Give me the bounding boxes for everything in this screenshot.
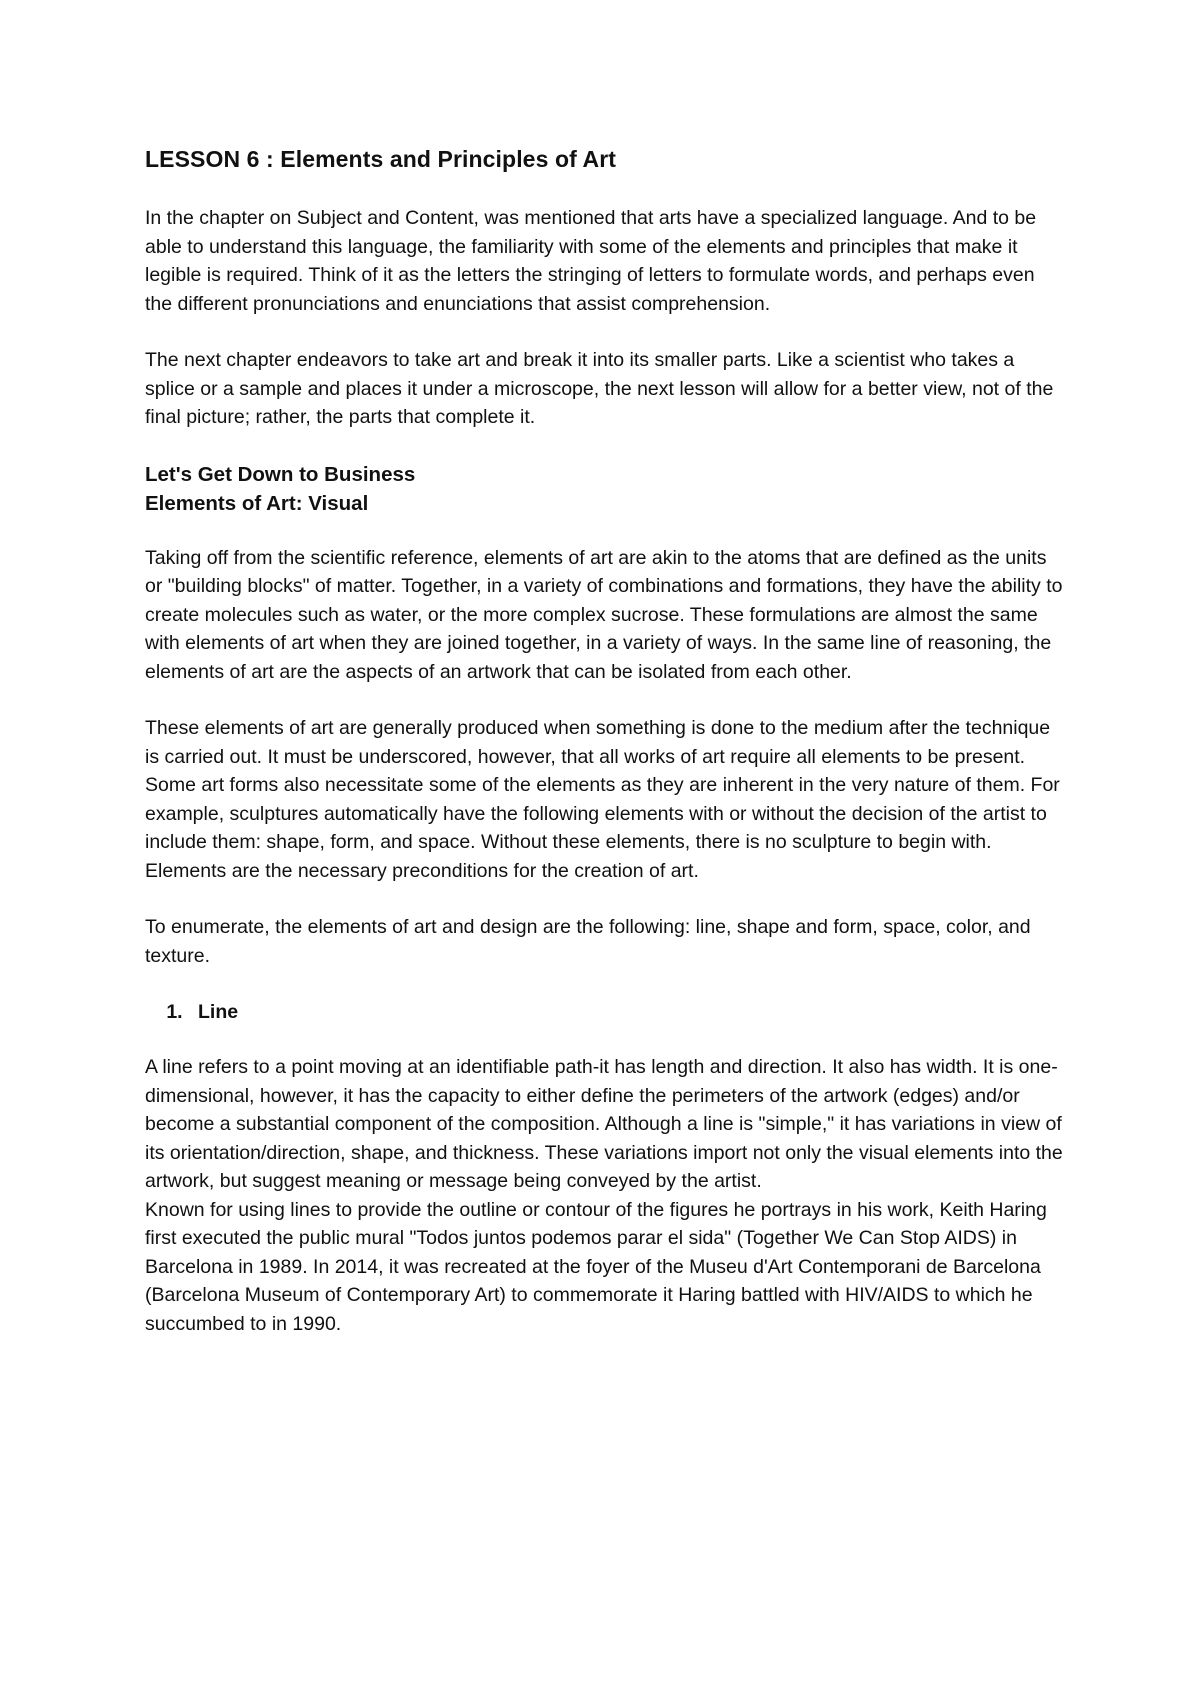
body-paragraph-enumerate: To enumerate, the elements of art and design are the following: line, shape and form, space, color, and texture. [145,916,1031,967]
section-heading-business: Let's Get Down to Business [145,462,416,486]
body-paragraph-medium: These elements of art are generally produced when something is done to the medium after the technique is carried out. It must be underscored, however, that all works of art require all elements to be present. Some art forms also necessitate some of the elements as they are inherent in the very nature of them. For example, sculptures automatically have the following elements with or without the decision of the artist to include them: shape, form, and space. Without these elements, there is no sculpture to begin with. Elements are the necessary preconditions for the creation of art. [145,717,1060,882]
body-paragraph-atoms: Taking off from the scientific reference, elements of art are akin to the atoms that are defined as the units or "building blocks" of matter. Together, in a variety of combinations and formations, they have the ability to create molecules such as water, or the more complex sucrose. These formulations are almost the same with elements of art when they are joined together, in a variety of ways. In the same line of reasoning, the elements of art are the aspects of an artwork that can be isolated from each other. [145,546,1063,683]
lesson-title: LESSON 6 : Elements and Principles of Art [145,146,617,172]
line-paragraph-definition: A line refers to a point moving at an identifiable path-it has length and direction. It also has width. It is one-dimensional, however, it has the capacity to either define the perimeters of the artwork (edges) and/or become a substantial component of the composition. Although a line is "simple," it has variations in view of its orientation/direction, shape, and thickness. These variations import not only the visual elements into the artwork, but suggest meaning or message being conveyed by the artist. [145,1056,1063,1192]
section-heading-elements-visual: Elements of Art: Visual [145,491,369,515]
document-page [145,144,1065,1366]
intro-paragraph-1: In the chapter on Subject and Content, was mentioned that arts have a specialized language. And to be able to understand this language, the familiarity with some of the elements and principles that make it legible is required. Think of it as the letters the stringing of letters to formulate words, and perhaps even the different pronunciations and enunciations that assist comprehension. [145,207,1037,315]
list-item-line: 1. Line [188,998,1065,1027]
line-paragraph-haring: Known for using lines to provide the outline or contour of the figures he portrays in his work, Keith Haring first executed the public mural "Todos juntos podemos parar el sida" (Together We Can Stop AIDS) in Barcelona in 1989. In 2014, it was recreated at the foyer of the Museu d'Art Contemporani de Barcelona (Barcelona Museum of Contemporary Art) to commemorate it Haring battled with HIV/AIDS to which he succumbed to in 1990. [145,1198,1047,1335]
elements-list [145,998,1065,1027]
section-headings [145,460,1065,518]
intro-paragraph-2: The next chapter endeavors to take art and break it into its smaller parts. Like a scientist who takes a splice or a sample and places it under a microscope, the next lesson will allow for a better view, not of the final picture; rather, the parts that complete it. [145,349,1054,428]
